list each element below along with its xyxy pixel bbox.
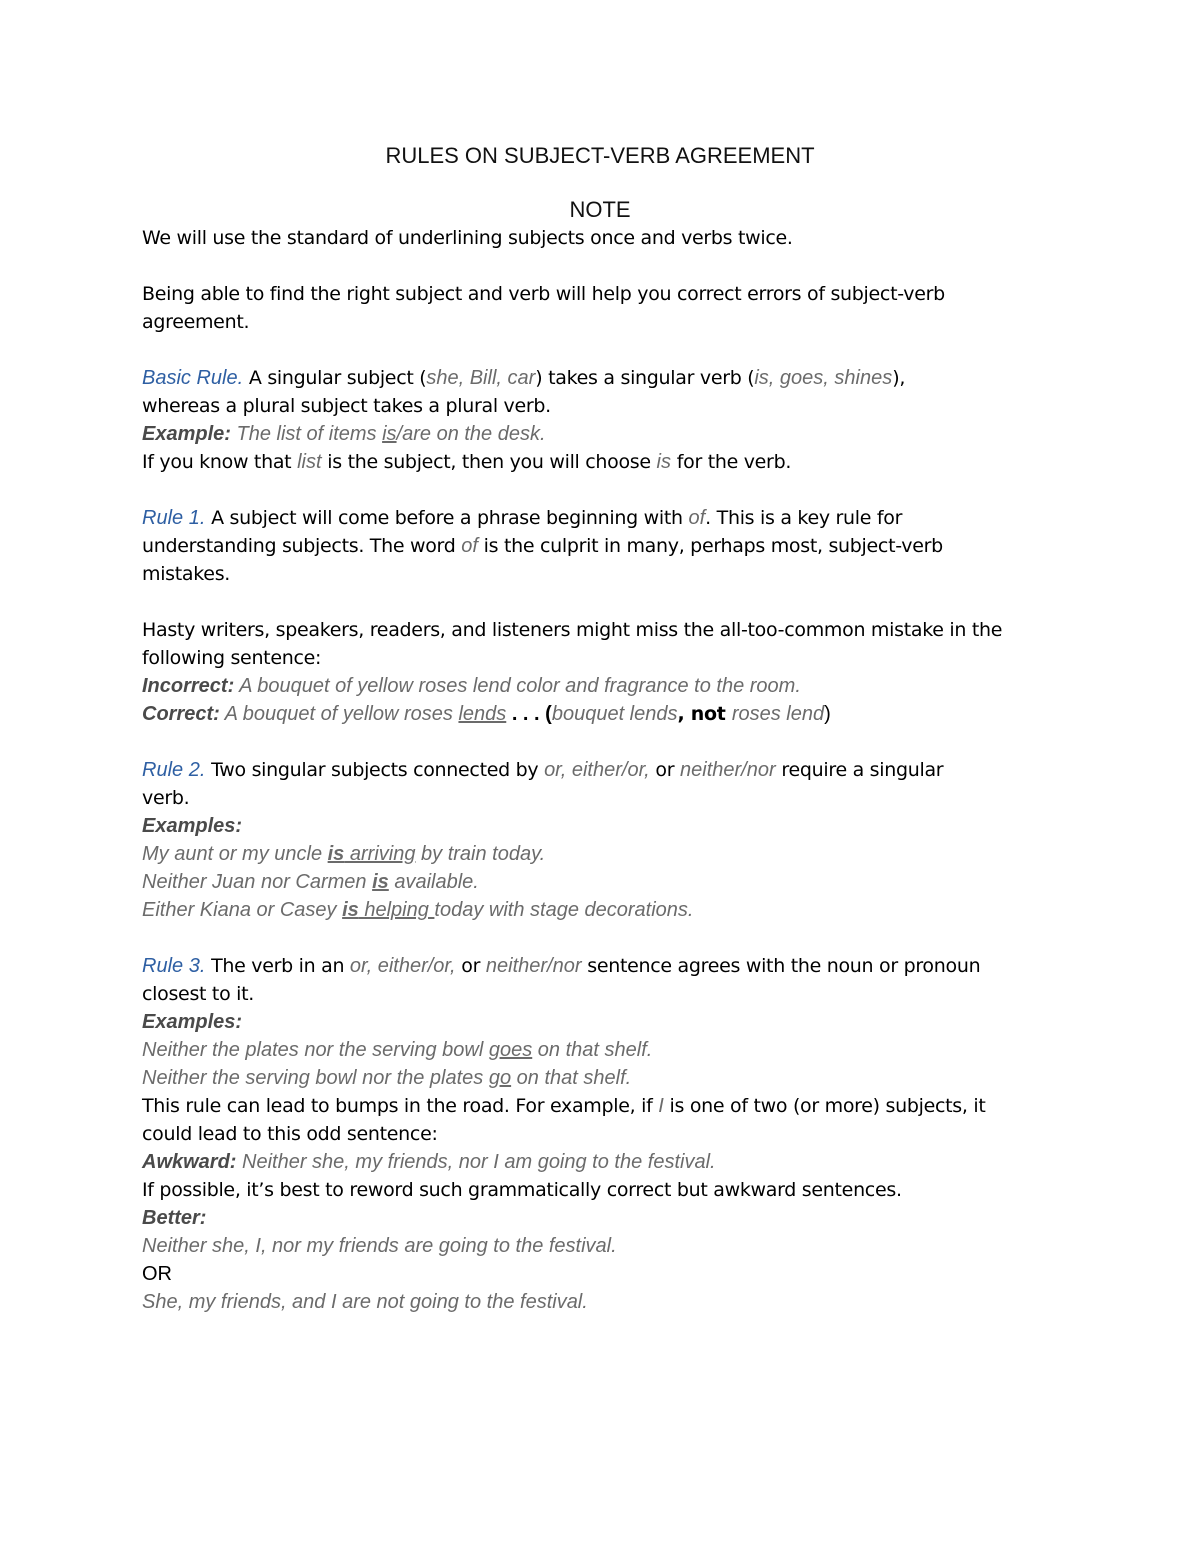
awkward-example: Awkward: Neither she, my friends, nor I am going to the festival. [142, 1151, 716, 1173]
rule2-line: Rule 2. Two singular subjects connected by or, either/or, or neither/nor require a singular [142, 759, 944, 781]
example-sentence: Either Kiana or Casey is helping today with stage decorations. [142, 899, 694, 921]
rule3-line: Rule 3. The verb in an or, either/or, or neither/nor sentence agrees with the noun or pronoun [142, 955, 981, 977]
rule1-line: understanding subjects. The word of is the culprit in many, perhaps most, subject-verb [142, 535, 943, 557]
basic-rule-line: whereas a plural subject takes a plural verb. [142, 395, 551, 417]
or-label: OR [142, 1263, 172, 1285]
example-sentence: My aunt or my uncle is arriving by train today. [142, 843, 546, 865]
rule1-paragraph-line: Hasty writers, speakers, readers, and listeners might miss the all-too-common mistake in the [142, 619, 1003, 641]
document-body [142, 224, 1072, 1316]
note-paragraph-line: Being able to find the right subject and verb will help you correct errors of subject-verb [142, 283, 945, 305]
better-label-line [142, 1204, 1072, 1232]
rule-label: Rule 1. [142, 507, 206, 529]
or-line [142, 1260, 1072, 1288]
examples-label: Examples: [142, 1011, 243, 1033]
example-sentence: Neither the serving bowl nor the plates go on that shelf. [142, 1067, 632, 1089]
note-line: We will use the standard of underlining subjects once and verbs twice. [142, 227, 793, 249]
examples-label-line [142, 1008, 1072, 1036]
example-sentence: Neither the plates nor the serving bowl goes on that shelf. [142, 1039, 653, 1061]
example-sentence: She, my friends, and I are not going to the festival. [142, 1291, 588, 1313]
rule3-line: closest to it. [142, 983, 255, 1005]
better-label: Better: [142, 1207, 207, 1229]
rule-label: Rule 3. [142, 955, 206, 977]
rule2-line: verb. [142, 787, 190, 809]
rule3-line: If possible, it’s best to reword such grammatically correct but awkward sentences. [142, 1179, 902, 1201]
rule-label: Basic Rule. [142, 367, 244, 389]
note-heading: NOTE [569, 197, 631, 222]
basic-rule-line: Basic Rule. A singular subject (she, Bill, car) takes a singular verb (is, goes, shines), [142, 367, 906, 389]
example-line: Example: The list of items is/are on the desk. [142, 423, 546, 445]
rule3-line: This rule can lead to bumps in the road. For example, if I is one of two (or more) subjects, it [142, 1095, 986, 1117]
document-title: RULES ON SUBJECT-VERB AGREEMENT [385, 143, 815, 168]
rule3-line: could lead to this odd sentence: [142, 1123, 438, 1145]
example-label: Example: [142, 423, 231, 445]
incorrect-example: Incorrect: A bouquet of yellow roses lend color and fragrance to the room. [142, 675, 801, 697]
basic-rule-line: If you know that list is the subject, then you will choose is for the verb. [142, 451, 792, 473]
rule1-paragraph-line: following sentence: [142, 647, 322, 669]
examples-label-line [142, 812, 1072, 840]
examples-label: Examples: [142, 815, 243, 837]
example-sentence: Neither Juan nor Carmen is available. [142, 871, 479, 893]
incorrect-label: Incorrect: [142, 675, 235, 697]
note-paragraph-line: agreement. [142, 311, 250, 333]
example-sentence: Neither she, I, nor my friends are going to the festival. [142, 1235, 617, 1257]
correct-label: Correct: [142, 703, 220, 725]
rule1-line: mistakes. [142, 563, 231, 585]
awkward-label: Awkward: [142, 1151, 237, 1173]
rule-label: Rule 2. [142, 759, 206, 781]
correct-example: Correct: A bouquet of yellow roses lends . . . (bouquet lends, not roses lend) [142, 703, 831, 725]
rule1-line: Rule 1. A subject will come before a phrase beginning with of. This is a key rule for [142, 507, 903, 529]
